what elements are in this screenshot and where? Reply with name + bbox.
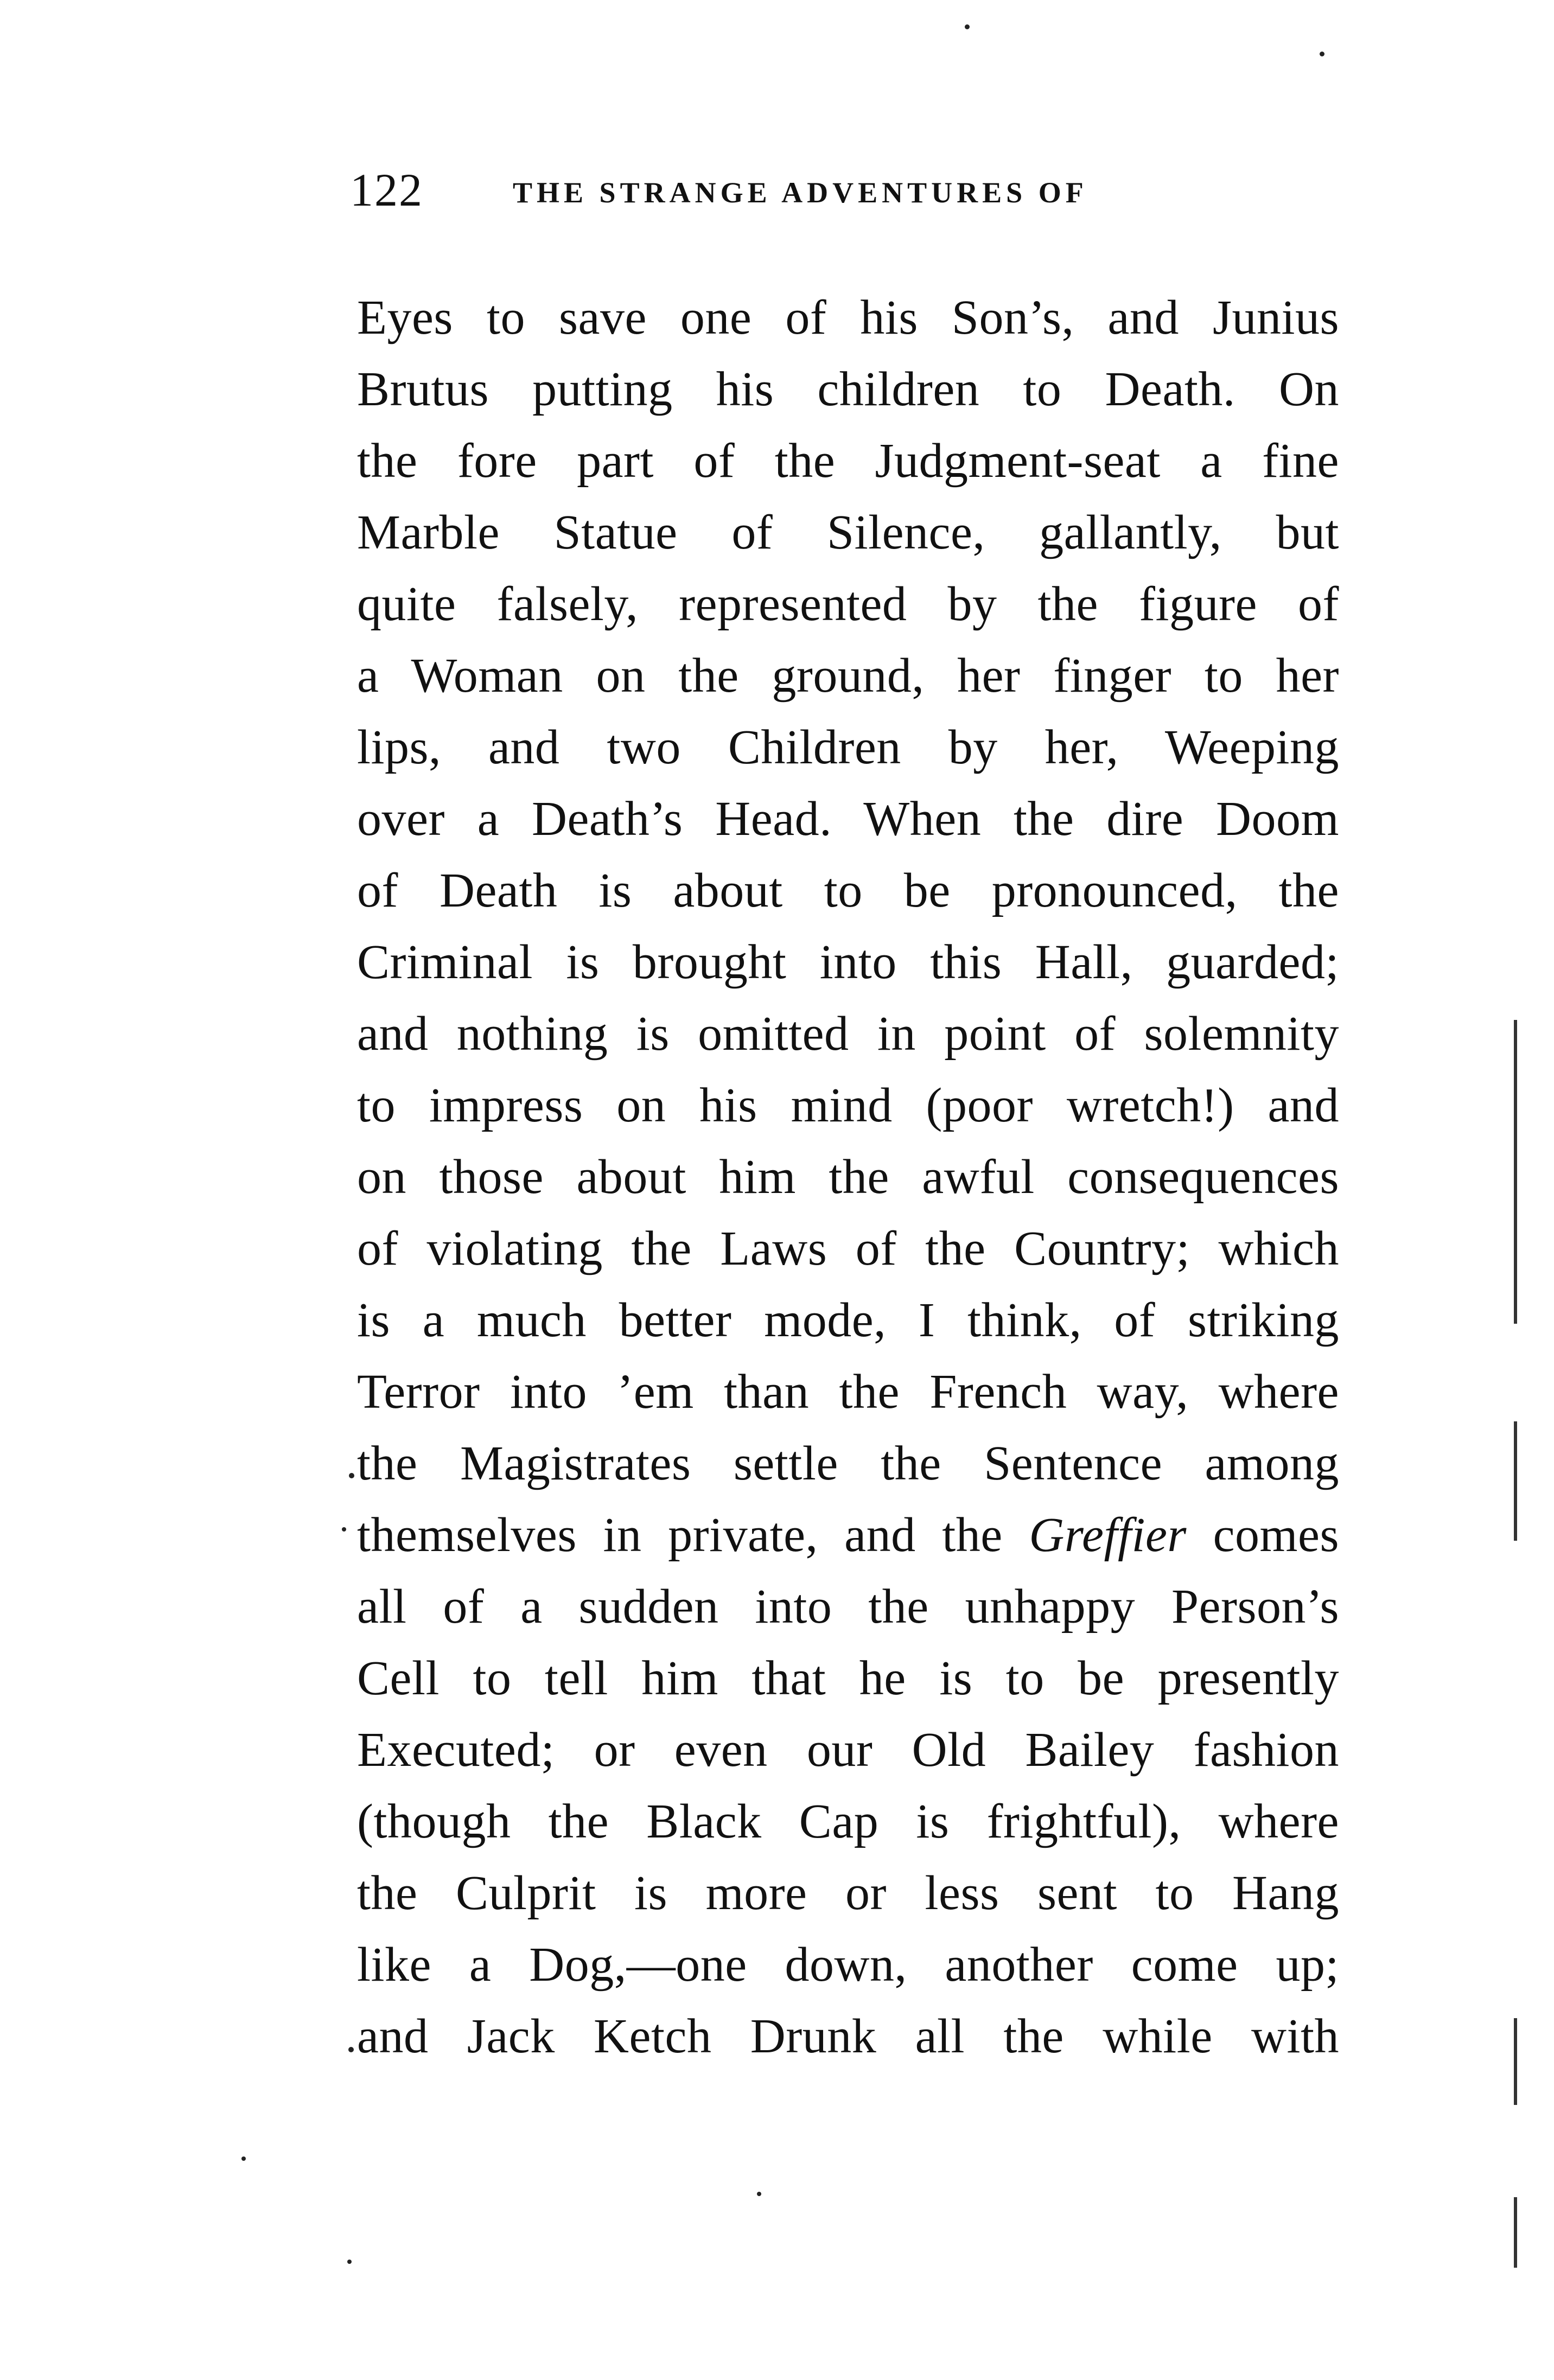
text-line: to impress on his mind (poor wretch!) and [357, 1079, 1339, 1132]
page-edge-shadow [1514, 2197, 1517, 2268]
scan-speck [757, 2192, 761, 2196]
text-line: Cell to tell him that he is to be presently [357, 1651, 1339, 1705]
text-line: the Culprit is more or less sent to Hang [357, 1866, 1339, 1920]
text-line: Marble Statue of Silence, gallantly, but [357, 506, 1339, 559]
text-line: Criminal is brought into this Hall, guarded; [357, 935, 1339, 989]
scan-speck [1320, 52, 1324, 56]
text-line: lips, and two Children by her, Weeping [357, 720, 1339, 774]
scan-speck [965, 24, 970, 29]
text-line: a Woman on the ground, her finger to her [357, 649, 1339, 703]
body-text [357, 282, 1339, 2072]
text-line: of Death is about to be pronounced, the [357, 864, 1339, 917]
running-title: THE STRANGE ADVENTURES OF [513, 176, 1088, 209]
page-edge-shadow [1514, 2018, 1517, 2105]
text-line-greffier [357, 1500, 1339, 1571]
text-line: Executed; or even our Old Bailey fashion [357, 1723, 1339, 1777]
text-line: on those about him the awful consequences [357, 1150, 1339, 1204]
italic-word: Greffier [1029, 1508, 1187, 1562]
text-line: (though the Black Cap is frightful), where [357, 1795, 1339, 1848]
text-run: themselves in private, and the [357, 1508, 1029, 1562]
text-line: over a Death’s Head. When the dire Doom [357, 792, 1339, 846]
text-line: and Jack Ketch Drunk all the while with [357, 2009, 1339, 2063]
scan-speck [347, 2260, 352, 2264]
scan-speck [342, 1527, 346, 1532]
text-line: Eyes to save one of his Son’s, and Junius [357, 291, 1339, 344]
text-line: Terror into ’em than the French way, where [357, 1365, 1339, 1419]
scan-speck [348, 2047, 354, 2052]
scan-speck [349, 1473, 354, 1478]
text-line: like a Dog,—one down, another come up; [357, 1938, 1339, 1992]
page-edge-shadow [1514, 1020, 1517, 1324]
text-line: Brutus putting his children to Death. On [357, 362, 1339, 416]
text-line: and nothing is omitted in point of solemnity [357, 1007, 1339, 1061]
page-number: 122 [350, 164, 423, 216]
text-run: comes [1186, 1508, 1340, 1562]
text-line: is a much better mode, I think, of striking [357, 1293, 1339, 1347]
text-line: the Magistrates settle the Sentence among [357, 1437, 1339, 1490]
text-line: all of a sudden into the unhappy Person’s [357, 1580, 1339, 1634]
text-line: quite falsely, represented by the figure of [357, 577, 1339, 631]
text-line: the fore part of the Judgment-seat a fine [357, 434, 1339, 488]
scan-speck [241, 2156, 246, 2161]
page-edge-shadow [1514, 1421, 1517, 1541]
text-line: of violating the Laws of the Country; which [357, 1222, 1339, 1275]
running-head [350, 163, 1338, 217]
